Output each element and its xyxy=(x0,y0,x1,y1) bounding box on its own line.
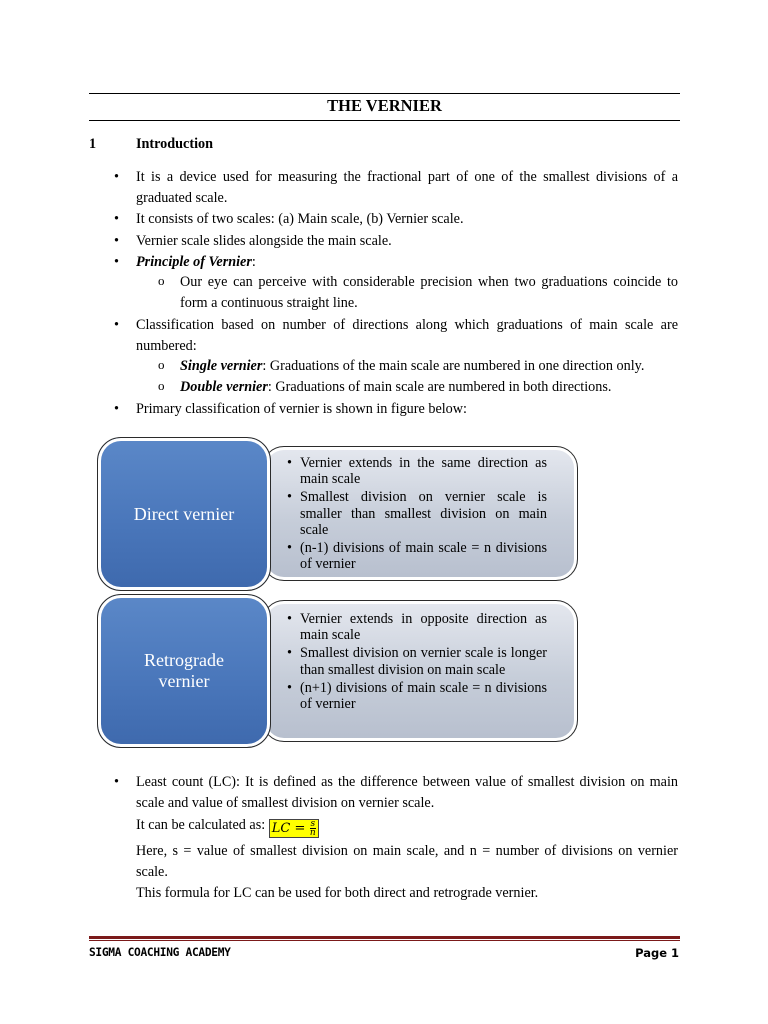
least-count-formula-line: It can be calculated as: LC = $\frac{s}{n}$ xyxy=(136,815,678,838)
direct-vernier-label: Direct vernier xyxy=(133,503,235,524)
bullet-slides: • Vernier scale slides alongside the main scale. xyxy=(136,231,678,252)
least-count-note: This formula for LC can be used for both direct and retrograde vernier. xyxy=(136,885,539,901)
direct-point-3: • (n-1) divisions of main scale = n divisions of vernier xyxy=(287,540,547,572)
retrograde-point-1: • Vernier extends in opposite direction as main scale xyxy=(287,611,547,643)
bullet-classification: • Classification based on number of directions along which graduations of main scale are numbered: xyxy=(136,315,678,357)
bullet-definition: • It is a device used for measuring the fractional part of one of the smallest divisions of a graduated scale. xyxy=(136,167,678,209)
retrograde-vernier-label-line1: Retrograde xyxy=(144,650,224,670)
direct-vernier-box xyxy=(97,437,271,591)
section-number: 1 xyxy=(89,136,97,152)
header-rule-top xyxy=(89,93,680,94)
retrograde-vernier-label-line2: vernier xyxy=(158,671,210,691)
bullet-primary-classification: • Primary classification of vernier is shown in figure below: xyxy=(136,399,678,420)
bullet-two-scales: • It consists of two scales: (a) Main scale, (b) Vernier scale. xyxy=(136,209,678,230)
retrograde-point-3: • (n+1) divisions of main scale = n divisions of vernier xyxy=(287,680,547,712)
least-count-explanation: Here, s = value of smallest division on main scale, and n = number of divisions on vernier scale. xyxy=(136,843,678,880)
footer-rule-thick xyxy=(89,936,680,939)
direct-point-1: • Vernier extends in the same direction as main scale xyxy=(287,455,547,487)
least-count-formula: LC = $\frac{s}{n}$ xyxy=(269,819,319,838)
retrograde-vernier-details xyxy=(262,600,578,742)
bullet-principle: • Principle of Vernier: xyxy=(136,252,678,273)
subbullet-principle: o Our eye can perceive with considerable precision when two graduations coincide to form a continuous straight line. xyxy=(180,272,678,314)
bullet-least-count: • Least count (LC): It is defined as the difference between value of smallest division on main scale and value of smallest division on vernier scale. xyxy=(136,772,678,814)
retrograde-point-2: • Smallest division on vernier scale is longer than smallest division on main scale xyxy=(287,645,547,677)
footer-page-number: Page 1 xyxy=(635,946,679,960)
principle-label: Principle of Vernier xyxy=(136,254,252,270)
subbullet-double-vernier: o Double vernier: Graduations of main scale are numbered in both directions. xyxy=(180,377,678,398)
subbullet-single-vernier: o Single vernier: Graduations of the main scale are numbered in one direction only. xyxy=(180,356,678,377)
page-title: THE VERNIER xyxy=(327,96,442,115)
direct-vernier-details xyxy=(262,446,578,581)
footer-academy-name: SIGMA COACHING ACADEMY xyxy=(89,946,231,959)
retrograde-vernier-box xyxy=(97,594,271,748)
header-rule-bottom xyxy=(89,120,680,121)
footer-rule-thin xyxy=(89,940,680,941)
direct-point-2: • Smallest division on vernier scale is smaller than smallest division on main scale xyxy=(287,489,547,538)
section-title: Introduction xyxy=(136,136,213,152)
